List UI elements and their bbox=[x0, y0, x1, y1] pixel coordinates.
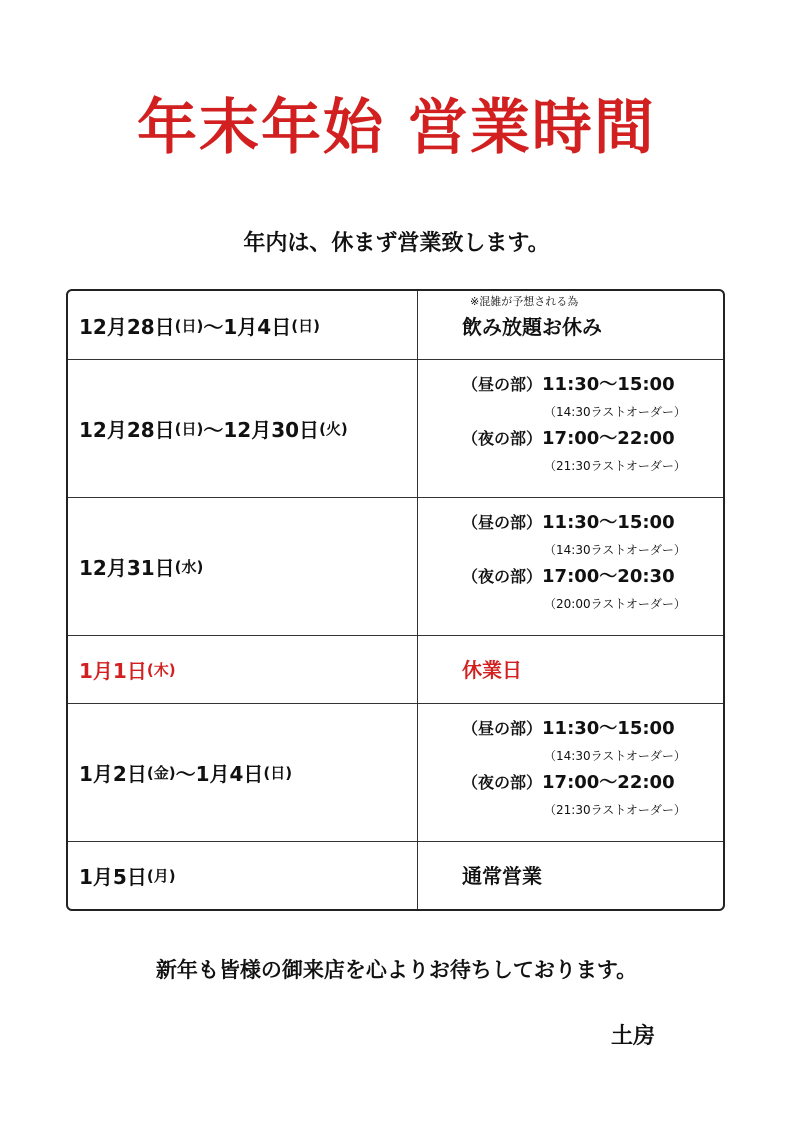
info-cell bbox=[418, 498, 723, 635]
day-of-week: (月) bbox=[146, 867, 176, 885]
dinner-label: （夜の部） bbox=[462, 773, 543, 792]
info-note: ※混雑が予想される為 bbox=[470, 295, 579, 308]
table-row bbox=[68, 703, 723, 841]
day-of-week: (木) bbox=[146, 661, 176, 679]
date-cell bbox=[68, 704, 418, 841]
lunch-label: （昼の部） bbox=[462, 375, 543, 394]
dinner-last-order: （21:30ラストオーダー） bbox=[544, 803, 686, 817]
date-start: 12月31日 bbox=[79, 556, 175, 580]
lunch-last-order: （14:30ラストオーダー） bbox=[544, 749, 686, 763]
info-text: 飲み放題お休み bbox=[462, 315, 602, 339]
table-row bbox=[68, 359, 723, 497]
date-start: 1月1日 bbox=[79, 659, 147, 683]
date-separator: ～ bbox=[203, 314, 224, 339]
dinner-hours bbox=[462, 768, 722, 798]
date-separator: ～ bbox=[175, 762, 196, 786]
page-title: 年末年始 営業時間 bbox=[137, 93, 656, 163]
info-text: 通常営業 bbox=[462, 864, 542, 888]
date-cell bbox=[68, 291, 418, 359]
dinner-label: （夜の部） bbox=[462, 567, 543, 586]
lunch-last-order: （14:30ラストオーダー） bbox=[544, 543, 686, 557]
day-of-week: (日) bbox=[174, 420, 204, 438]
info-cell bbox=[418, 636, 723, 703]
lunch-hours bbox=[462, 370, 722, 400]
lunch-label: （昼の部） bbox=[462, 719, 543, 738]
business-hours bbox=[462, 370, 722, 478]
closing-message: 新年も皆様の御来店を心よりお待ちしております。 bbox=[155, 958, 638, 982]
info-cell bbox=[418, 842, 723, 909]
date-separator: ～ bbox=[203, 418, 224, 442]
day-of-week: (日) bbox=[174, 316, 204, 335]
dinner-last-order: （20:00ラストオーダー） bbox=[544, 597, 686, 611]
lunch-time: 11:30～15:00 bbox=[542, 374, 675, 395]
intro-text: 年内は、休まず営業致します。 bbox=[243, 231, 550, 256]
business-hours bbox=[462, 508, 722, 616]
date-cell bbox=[68, 636, 418, 703]
date-start: 1月2日 bbox=[79, 762, 147, 786]
date-cell bbox=[68, 498, 418, 635]
dinner-time: 17:00～22:00 bbox=[542, 428, 675, 449]
shop-signature: 土房 bbox=[611, 1024, 656, 1049]
date-start: 12月28日 bbox=[79, 314, 175, 339]
table-row bbox=[68, 841, 723, 909]
day-of-week: (火) bbox=[319, 420, 348, 438]
lunch-time: 11:30～15:00 bbox=[542, 512, 675, 533]
info-cell bbox=[418, 291, 723, 359]
date-cell bbox=[68, 360, 418, 497]
lunch-hours bbox=[462, 714, 722, 744]
lunch-time: 11:30～15:00 bbox=[542, 718, 675, 739]
dinner-hours bbox=[462, 424, 722, 454]
info-cell bbox=[418, 704, 723, 841]
table-row bbox=[68, 635, 723, 703]
date-end: 12月30日 bbox=[223, 418, 320, 442]
business-hours bbox=[462, 714, 722, 822]
day-of-week: (日) bbox=[263, 764, 293, 782]
day-of-week: (金) bbox=[146, 764, 176, 782]
date-end: 1月4日 bbox=[223, 314, 292, 339]
date-start: 1月5日 bbox=[79, 865, 147, 889]
dinner-hours bbox=[462, 562, 722, 592]
date-cell bbox=[68, 842, 418, 909]
lunch-hours bbox=[462, 508, 722, 538]
table-row bbox=[68, 291, 723, 359]
dinner-last-order: （21:30ラストオーダー） bbox=[544, 459, 686, 473]
info-cell bbox=[418, 360, 723, 497]
lunch-label: （昼の部） bbox=[462, 513, 543, 532]
day-of-week: (日) bbox=[291, 316, 320, 335]
date-start: 12月28日 bbox=[79, 418, 175, 442]
dinner-time: 17:00～20:30 bbox=[542, 566, 675, 587]
dinner-time: 17:00～22:00 bbox=[542, 772, 675, 793]
lunch-last-order: （14:30ラストオーダー） bbox=[544, 405, 686, 419]
day-of-week: (水) bbox=[174, 558, 204, 576]
schedule-table bbox=[66, 289, 725, 911]
date-end: 1月4日 bbox=[195, 762, 264, 786]
dinner-label: （夜の部） bbox=[462, 429, 543, 448]
closed-day-text: 休業日 bbox=[462, 658, 522, 682]
table-row bbox=[68, 497, 723, 635]
